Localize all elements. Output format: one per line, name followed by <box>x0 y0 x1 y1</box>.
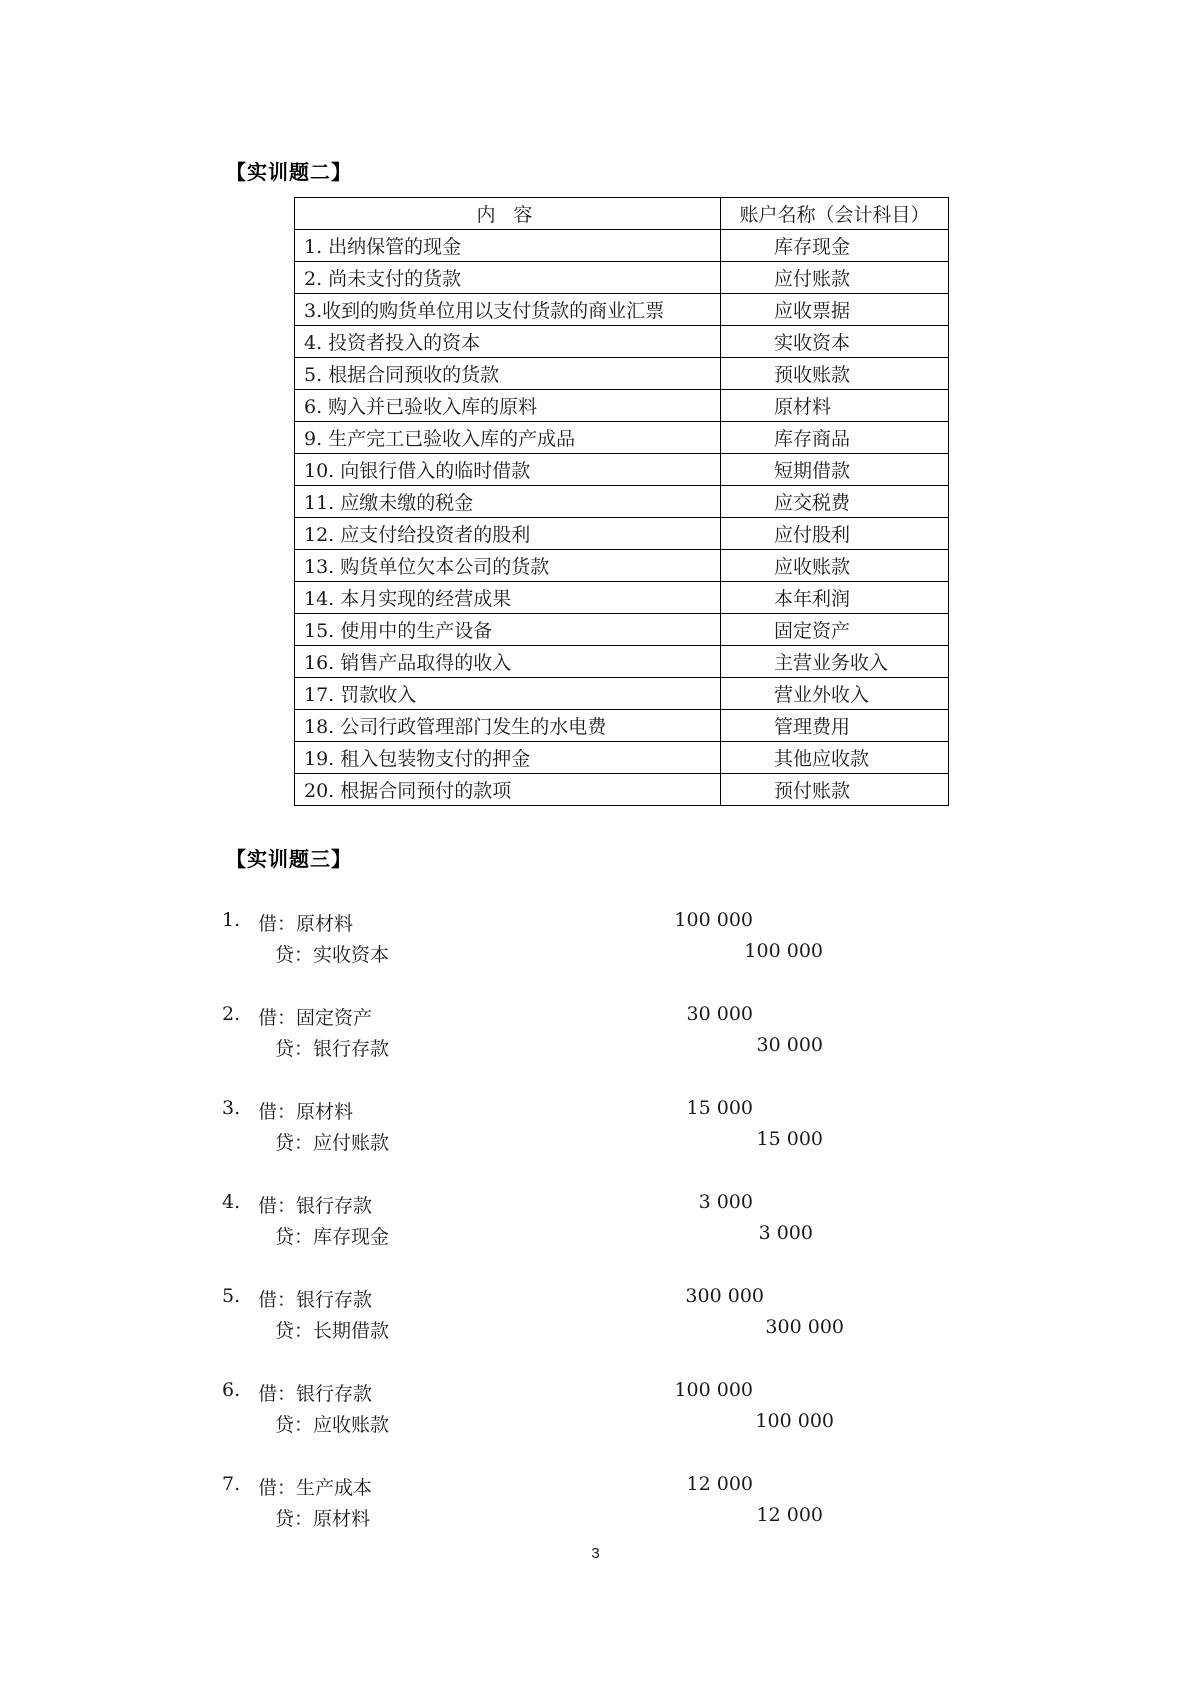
content-cell: 1. 出纳保管的现金 <box>295 230 721 262</box>
content-cell: 14. 本月实现的经营成果 <box>295 582 721 614</box>
content-cell: 16. 销售产品取得的收入 <box>295 646 721 678</box>
account-cell: 原材料 <box>721 390 949 422</box>
table-row <box>295 294 949 326</box>
journal-entry <box>0 1285 1191 1347</box>
debit-amount: 100 000 <box>674 909 753 931</box>
content-cell: 17. 罚款收入 <box>295 678 721 710</box>
journal-entry <box>0 1379 1191 1441</box>
account-cell: 主营业务收入 <box>721 646 949 678</box>
accounts-table <box>294 197 949 806</box>
content-cell: 20. 根据合同预付的款项 <box>295 774 721 806</box>
content-column-header: 内 容 <box>295 198 721 230</box>
account-cell: 预付账款 <box>721 774 949 806</box>
content-cell: 13. 购货单位欠本公司的货款 <box>295 550 721 582</box>
credit-amount: 12 000 <box>756 1504 823 1526</box>
account-cell: 营业外收入 <box>721 678 949 710</box>
table-row <box>295 710 949 742</box>
credit-amount: 300 000 <box>765 1316 844 1338</box>
journal-entry <box>0 1003 1191 1065</box>
debit-amount: 30 000 <box>686 1003 753 1025</box>
journal-entry <box>0 1191 1191 1253</box>
entry-number: 4. <box>222 1191 241 1213</box>
account-cell: 应付账款 <box>721 262 949 294</box>
content-cell: 2. 尚未支付的货款 <box>295 262 721 294</box>
content-cell: 19. 租入包装物支付的押金 <box>295 742 721 774</box>
journal-entry <box>0 1097 1191 1159</box>
table-header-row <box>295 198 949 230</box>
credit-amount: 100 000 <box>755 1410 834 1432</box>
table-row <box>295 486 949 518</box>
table-row <box>295 550 949 582</box>
debit-amount: 300 000 <box>685 1285 764 1307</box>
content-cell: 5. 根据合同预收的货款 <box>295 358 721 390</box>
account-cell: 本年利润 <box>721 582 949 614</box>
table-row <box>295 358 949 390</box>
account-cell: 其他应收款 <box>721 742 949 774</box>
credit-amount: 15 000 <box>756 1128 823 1150</box>
table-row <box>295 678 949 710</box>
table-row <box>295 326 949 358</box>
content-cell: 10. 向银行借入的临时借款 <box>295 454 721 486</box>
content-cell: 18. 公司行政管理部门发生的水电费 <box>295 710 721 742</box>
entry-number: 2. <box>222 1003 241 1025</box>
entry-number: 6. <box>222 1379 241 1401</box>
debit-line: 借：固定资产 <box>258 1007 373 1029</box>
table-row <box>295 454 949 486</box>
table-row <box>295 518 949 550</box>
table-row <box>295 390 949 422</box>
credit-amount: 100 000 <box>744 940 823 962</box>
debit-amount: 15 000 <box>686 1097 753 1119</box>
credit-line: 贷：应收账款 <box>275 1414 390 1436</box>
credit-amount: 30 000 <box>756 1034 823 1056</box>
journal-entry <box>0 909 1191 971</box>
account-cell: 实收资本 <box>721 326 949 358</box>
debit-line: 借：银行存款 <box>258 1383 373 1405</box>
debit-line: 借：原材料 <box>258 913 354 935</box>
content-cell: 11. 应缴未缴的税金 <box>295 486 721 518</box>
table-row <box>295 262 949 294</box>
credit-line: 贷：长期借款 <box>275 1320 390 1342</box>
account-cell: 固定资产 <box>721 614 949 646</box>
content-cell: 9. 生产完工已验收入库的产成品 <box>295 422 721 454</box>
table-row <box>295 774 949 806</box>
account-cell: 应收票据 <box>721 294 949 326</box>
debit-line: 借：银行存款 <box>258 1289 373 1311</box>
table-row <box>295 646 949 678</box>
table-row <box>295 230 949 262</box>
content-cell: 4. 投资者投入的资本 <box>295 326 721 358</box>
entry-number: 3. <box>222 1097 241 1119</box>
content-cell: 6. 购入并已验收入库的原料 <box>295 390 721 422</box>
account-cell: 应收账款 <box>721 550 949 582</box>
debit-line: 借：银行存款 <box>258 1195 373 1217</box>
content-cell: 15. 使用中的生产设备 <box>295 614 721 646</box>
credit-line: 贷：实收资本 <box>275 944 390 966</box>
account-cell: 短期借款 <box>721 454 949 486</box>
debit-amount: 3 000 <box>698 1191 753 1213</box>
account-cell: 应交税费 <box>721 486 949 518</box>
account-cell: 库存现金 <box>721 230 949 262</box>
account-cell: 预收账款 <box>721 358 949 390</box>
account-column-header: 账户名称（会计科目） <box>721 198 949 230</box>
page-number: 3 <box>591 1545 600 1562</box>
content-cell: 12. 应支付给投资者的股利 <box>295 518 721 550</box>
section-3-heading: 【实训题三】 <box>226 847 352 871</box>
journal-entry <box>0 1473 1191 1535</box>
account-cell: 管理费用 <box>721 710 949 742</box>
debit-line: 借：原材料 <box>258 1101 354 1123</box>
table-row <box>295 742 949 774</box>
debit-line: 借：生产成本 <box>258 1477 373 1499</box>
entry-number: 7. <box>222 1473 241 1495</box>
credit-line: 贷：应付账款 <box>275 1132 390 1154</box>
debit-amount: 100 000 <box>674 1379 753 1401</box>
table-row <box>295 422 949 454</box>
credit-line: 贷：原材料 <box>275 1508 371 1530</box>
entry-number: 1. <box>222 909 241 931</box>
account-cell: 应付股利 <box>721 518 949 550</box>
table-row <box>295 614 949 646</box>
debit-amount: 12 000 <box>686 1473 753 1495</box>
credit-line: 贷：银行存款 <box>275 1038 390 1060</box>
entry-number: 5. <box>222 1285 241 1307</box>
table-row <box>295 582 949 614</box>
account-cell: 库存商品 <box>721 422 949 454</box>
credit-amount: 3 000 <box>758 1222 813 1244</box>
content-cell: 3.收到的购货单位用以支付货款的商业汇票 <box>295 294 721 326</box>
credit-line: 贷：库存现金 <box>275 1226 390 1248</box>
section-2-heading: 【实训题二】 <box>226 160 352 184</box>
